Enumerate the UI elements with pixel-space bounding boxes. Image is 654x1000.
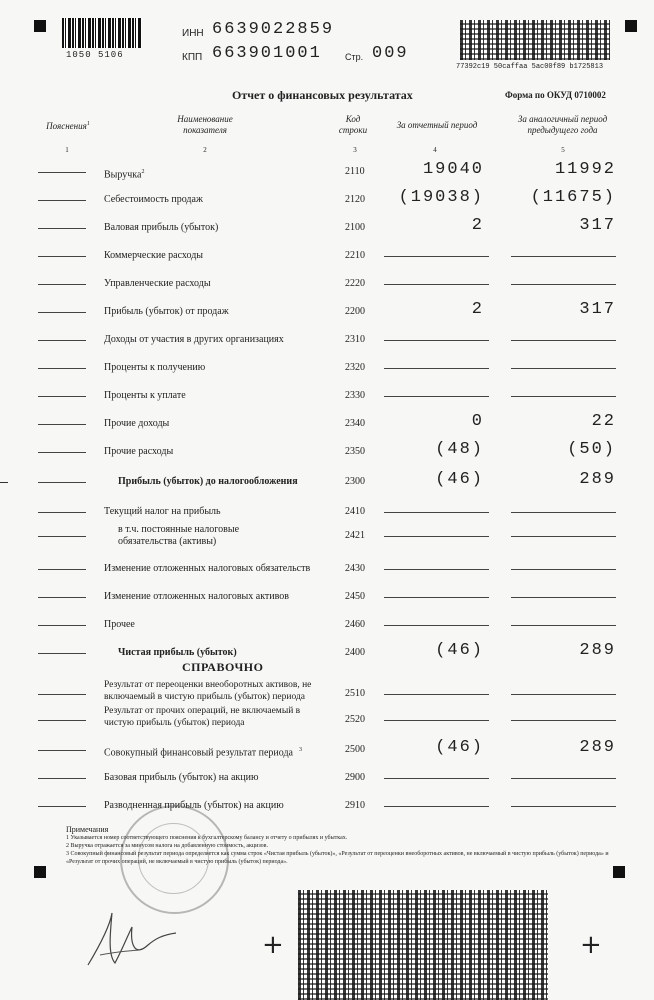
row-label-text: Управленческие расходы	[104, 278, 211, 289]
2d-barcode-bottom	[298, 890, 548, 1000]
registration-marker-top-left	[34, 20, 46, 32]
row-label	[104, 619, 135, 631]
row-label	[104, 194, 203, 206]
empty-value-line	[384, 340, 489, 341]
kpp-label: КПП	[182, 52, 203, 63]
notes-dash	[38, 806, 86, 807]
row-code: 2400	[345, 647, 365, 658]
row-code: 2450	[345, 591, 365, 602]
barcode-code: 77392c19 50caffaa 5ac00f89 b1725813	[456, 63, 604, 71]
notes-dash	[38, 720, 86, 721]
row-label	[104, 390, 186, 402]
col-header-current-period: За отчетный период	[396, 120, 478, 130]
row-code: 2460	[345, 619, 365, 630]
col-header-indicator: Наименование показателя	[177, 114, 233, 135]
row-code: 2110	[345, 166, 365, 177]
kpp-value: 663901001	[212, 44, 322, 63]
row-code: 2510	[345, 688, 365, 699]
registration-marker-top-right	[625, 20, 637, 32]
notes-dash	[38, 172, 86, 173]
row-code: 2210	[345, 250, 365, 261]
barcode-number: 1050 5106	[66, 50, 124, 60]
row-label-text: Результат от переоценки внеоборотных активов, не включаемый в чистую прибыль (убыток) периода	[104, 680, 312, 702]
current-period-value: 2	[471, 300, 484, 319]
empty-value-line	[511, 368, 616, 369]
notes-dash	[38, 228, 86, 229]
row-code: 2200	[345, 306, 365, 317]
row-label-text: Выручка	[104, 169, 142, 181]
row-label-text: Прибыль (убыток) до налогообложения	[118, 476, 298, 487]
current-period-value: (48)	[435, 440, 484, 459]
row-label	[104, 250, 203, 262]
col-num-2: 2	[203, 146, 207, 154]
form-okud-label: Форма по ОКУД 0710002	[505, 90, 606, 100]
row-label-text: Прибыль (убыток) от продаж	[104, 306, 229, 317]
previous-period-value: 289	[579, 738, 616, 757]
row-label-text: Прочие доходы	[104, 418, 170, 429]
row-label	[104, 362, 205, 374]
empty-value-line	[511, 284, 616, 285]
row-code: 2410	[345, 506, 365, 517]
note-3: 3 Совокупный финансовый результат периода определяется как сумма строк «Чистая прибыль (убыток)», «Результат от переоценки внеоборотных активов, не включаемый в чистую прибыль (убыток) периода» и «Результат от прочих операций, не включаемый в чистую прибыль (убыток) периода».	[66, 851, 609, 865]
empty-value-line	[511, 720, 616, 721]
row-label	[104, 334, 284, 346]
row-label-text: Изменение отложенных налоговых активов	[104, 591, 290, 602]
current-period-value: 2	[471, 216, 484, 235]
row-label-text: Текущий налог на прибыль	[104, 506, 221, 517]
col-num-4: 4	[433, 146, 437, 154]
col-num-5: 5	[561, 146, 565, 154]
row-label-text: Прочее	[104, 619, 135, 630]
notes-dash	[38, 750, 86, 751]
note-2: 2 Выручка отражается за минусом налога на добавленную стоимость, акцизов.	[66, 843, 268, 849]
report-title: Отчет о финансовых результатах	[232, 88, 413, 102]
registration-plus-right: +	[580, 930, 602, 960]
row-label	[104, 306, 229, 318]
registration-marker-bottom-right	[613, 866, 625, 878]
row-label	[104, 222, 218, 234]
empty-value-line	[511, 340, 616, 341]
current-period-value: (46)	[435, 470, 484, 489]
row-label-text: Прочие расходы	[104, 446, 174, 457]
2d-barcode-top	[460, 20, 610, 60]
current-period-value: 0	[471, 412, 484, 431]
row-code: 2120	[345, 194, 365, 205]
notes-dash	[38, 340, 86, 341]
row-label	[104, 506, 221, 518]
previous-period-value: (50)	[567, 440, 616, 459]
row-label	[104, 679, 329, 703]
empty-value-line	[384, 694, 489, 695]
current-period-value: 19040	[422, 160, 484, 179]
previous-period-value: 289	[579, 641, 616, 660]
previous-period-value: 22	[591, 412, 616, 431]
row-code: 2220	[345, 278, 365, 289]
row-label-text: Базовая прибыль (убыток) на акцию	[104, 772, 259, 783]
row-label-text: Чистая прибыль (убыток)	[118, 647, 237, 658]
page-label: Стр.	[345, 52, 364, 62]
previous-period-value: 289	[579, 470, 616, 489]
notes-dash	[38, 512, 86, 513]
empty-value-line	[511, 694, 616, 695]
row-label	[118, 524, 268, 548]
row-label-text: в т.ч. постоянные налоговые обязательства (активы)	[118, 524, 240, 547]
empty-value-line	[511, 569, 616, 570]
empty-value-line	[511, 806, 616, 807]
row-label-text: Совокупный финансовый результат периода	[104, 747, 293, 759]
notes-dash	[38, 396, 86, 397]
notes-title: Примечания	[66, 825, 109, 834]
row-code: 2340	[345, 418, 365, 429]
row-code: 2430	[345, 563, 365, 574]
empty-value-line	[384, 256, 489, 257]
empty-value-line	[384, 625, 489, 626]
col-header-code: Код строки	[338, 114, 368, 135]
row-label-text: Проценты к уплате	[104, 390, 186, 401]
row-label	[104, 446, 173, 458]
notes-dash	[38, 424, 86, 425]
previous-period-value: (11675)	[530, 188, 616, 207]
empty-value-line	[511, 396, 616, 397]
notes-dash	[38, 482, 86, 483]
empty-value-line	[384, 720, 489, 721]
col-num-3: 3	[353, 146, 357, 154]
empty-value-line	[511, 625, 616, 626]
signature	[80, 905, 190, 975]
row-code: 2320	[345, 362, 365, 373]
notes-dash	[38, 368, 86, 369]
notes-dash	[38, 284, 86, 285]
empty-value-line	[384, 368, 489, 369]
empty-value-line	[511, 512, 616, 513]
note-1: 1 Указывается номер соответствующего пояснения к бухгалтерскому балансу и отчету о прибылях и убытках.	[66, 835, 348, 841]
row-label	[118, 647, 237, 659]
inn-value: 6639022859	[212, 20, 335, 39]
empty-value-line	[511, 778, 616, 779]
notes-dash	[38, 452, 86, 453]
empty-value-line	[384, 536, 489, 537]
current-period-value: (46)	[435, 738, 484, 757]
round-stamp-inner	[138, 823, 209, 894]
row-code: 2300	[345, 476, 365, 487]
empty-value-line	[384, 597, 489, 598]
col-header-previous-period: За аналогичный период предыдущего года	[517, 114, 608, 135]
previous-period-value: 11992	[554, 160, 616, 179]
notes-dash	[38, 778, 86, 779]
row-label-text: Проценты к получению	[104, 362, 206, 373]
row-label	[118, 476, 298, 488]
reference-section-title: СПРАВОЧНО	[182, 660, 264, 674]
empty-value-line	[384, 806, 489, 807]
row-code: 2100	[345, 222, 365, 233]
row-code: 2310	[345, 334, 365, 345]
row-label	[104, 563, 310, 575]
notes-dash	[38, 569, 86, 570]
empty-value-line	[384, 778, 489, 779]
row-code: 2330	[345, 390, 365, 401]
row-code: 2421	[345, 530, 365, 541]
row-label	[104, 591, 289, 603]
notes-dash	[38, 312, 86, 313]
row-label-text: Валовая прибыль (убыток)	[104, 222, 219, 233]
margin-tick	[0, 482, 8, 483]
row-code: 2350	[345, 446, 365, 457]
inn-label: ИНН	[182, 28, 204, 39]
col-header-notes: Пояснения$^1$	[46, 121, 90, 131]
row-label	[104, 418, 169, 430]
empty-value-line	[511, 256, 616, 257]
row-label-text: Результат от прочих операций, не включаемый в чистую прибыль (убыток) периода	[104, 706, 301, 728]
notes-dash	[38, 625, 86, 626]
footnote-ref: 2	[141, 169, 145, 175]
row-label	[104, 744, 302, 759]
notes-dash	[38, 597, 86, 598]
previous-period-value: 317	[579, 300, 616, 319]
footnote-ref: 3	[298, 747, 302, 753]
current-period-value: (19038)	[398, 188, 484, 207]
row-label-text: Изменение отложенных налоговых обязательств	[104, 563, 311, 574]
row-label	[104, 166, 144, 181]
row-label-text: Себестоимость продаж	[104, 194, 203, 205]
row-code: 2910	[345, 800, 365, 811]
registration-plus-left: +	[262, 930, 284, 960]
empty-value-line	[384, 396, 489, 397]
row-label-text: Доходы от участия в других организациях	[104, 334, 284, 345]
row-label	[104, 278, 211, 290]
empty-value-line	[384, 569, 489, 570]
linear-barcode	[62, 18, 142, 48]
row-code: 2900	[345, 772, 365, 783]
col-num-1: 1	[65, 146, 69, 154]
row-code: 2520	[345, 714, 365, 725]
notes-dash	[38, 536, 86, 537]
empty-value-line	[511, 536, 616, 537]
row-label-text: Разводненная прибыль (убыток) на акцию	[104, 800, 284, 811]
empty-value-line	[511, 597, 616, 598]
registration-marker-bottom-left	[34, 866, 46, 878]
notes-dash	[38, 200, 86, 201]
page-value: 009	[372, 44, 409, 63]
current-period-value: (46)	[435, 641, 484, 660]
notes-dash	[38, 256, 86, 257]
row-code: 2500	[345, 744, 365, 755]
previous-period-value: 317	[579, 216, 616, 235]
notes-dash	[38, 694, 86, 695]
empty-value-line	[384, 284, 489, 285]
notes-dash	[38, 653, 86, 654]
empty-value-line	[384, 512, 489, 513]
row-label-text: Коммерческие расходы	[104, 250, 204, 261]
row-label	[104, 772, 258, 784]
row-label	[104, 705, 329, 729]
